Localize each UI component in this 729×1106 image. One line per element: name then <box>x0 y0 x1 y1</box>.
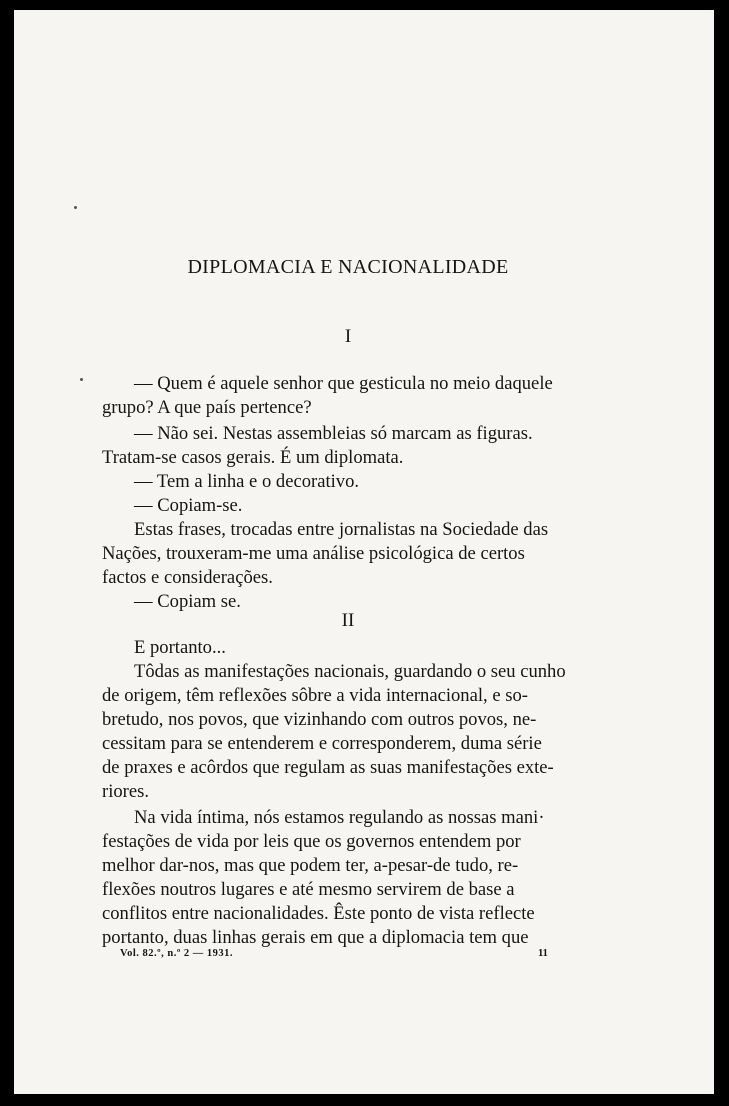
text-line: — Copiam-se. <box>134 495 243 516</box>
text-line: E portanto... <box>134 637 226 658</box>
text-line: de praxes e acôrdos que regulam as suas manifestações exte- <box>102 757 554 778</box>
text-line: cessitam para se entenderem e corresponderem, duma série <box>102 733 542 754</box>
ink-speck <box>80 378 83 381</box>
text-line: riores. <box>102 781 149 802</box>
text-line: grupo? A que país pertence? <box>102 397 312 418</box>
text-line: Na vida íntima, nós estamos regulando as nossas mani· <box>134 807 545 828</box>
text-line: — Copiam se. <box>134 591 241 612</box>
text-line: festações de vida por leis que os governos entendem por <box>102 831 521 852</box>
ink-speck <box>74 206 77 209</box>
section-heading-1: I <box>344 326 352 347</box>
text-line: Estas frases, trocadas entre jornalistas na Sociedade das <box>134 519 549 540</box>
text-line: — Tem a linha e o decorativo. <box>134 471 360 492</box>
text-line: — Quem é aquele senhor que gesticula no meio daquele <box>134 373 553 394</box>
text-line: bretudo, nos povos, que vizinhando com outros povos, ne- <box>102 709 537 730</box>
text-line: factos e considerações. <box>102 567 273 588</box>
text-line: Nações, trouxeram-me uma análise psicológica de certos <box>102 543 525 564</box>
section-heading-2: II <box>341 610 355 631</box>
text-line: melhor dar-nos, mas que podem ter, a-pesar-de tudo, re- <box>102 855 519 876</box>
paper-page <box>14 10 714 1094</box>
text-line: portanto, duas linhas gerais em que a diplomacia tem que <box>102 927 529 948</box>
text-line: Tratam-se casos gerais. É um diplomata. <box>102 447 404 468</box>
footer-signature: 11 <box>538 948 548 959</box>
text-line: de origem, têm reflexões sôbre a vida internacional, e so- <box>102 685 528 706</box>
text-line: conflitos entre nacionalidades. Êste ponto de vista reflecte <box>102 903 535 924</box>
text-line: — Não sei. Nestas assembleias só marcam as figuras. <box>134 423 533 444</box>
text-line: flexões noutros lugares e até mesmo servirem de base a <box>102 879 515 900</box>
text-line: Tôdas as manifestações nacionais, guardando o seu cunho <box>134 661 566 682</box>
footer-volume: Vol. 82.º, n.º 2 — 1931. <box>120 948 234 959</box>
article-title: DIPLOMACIA E NACIONALIDADE <box>187 256 509 278</box>
